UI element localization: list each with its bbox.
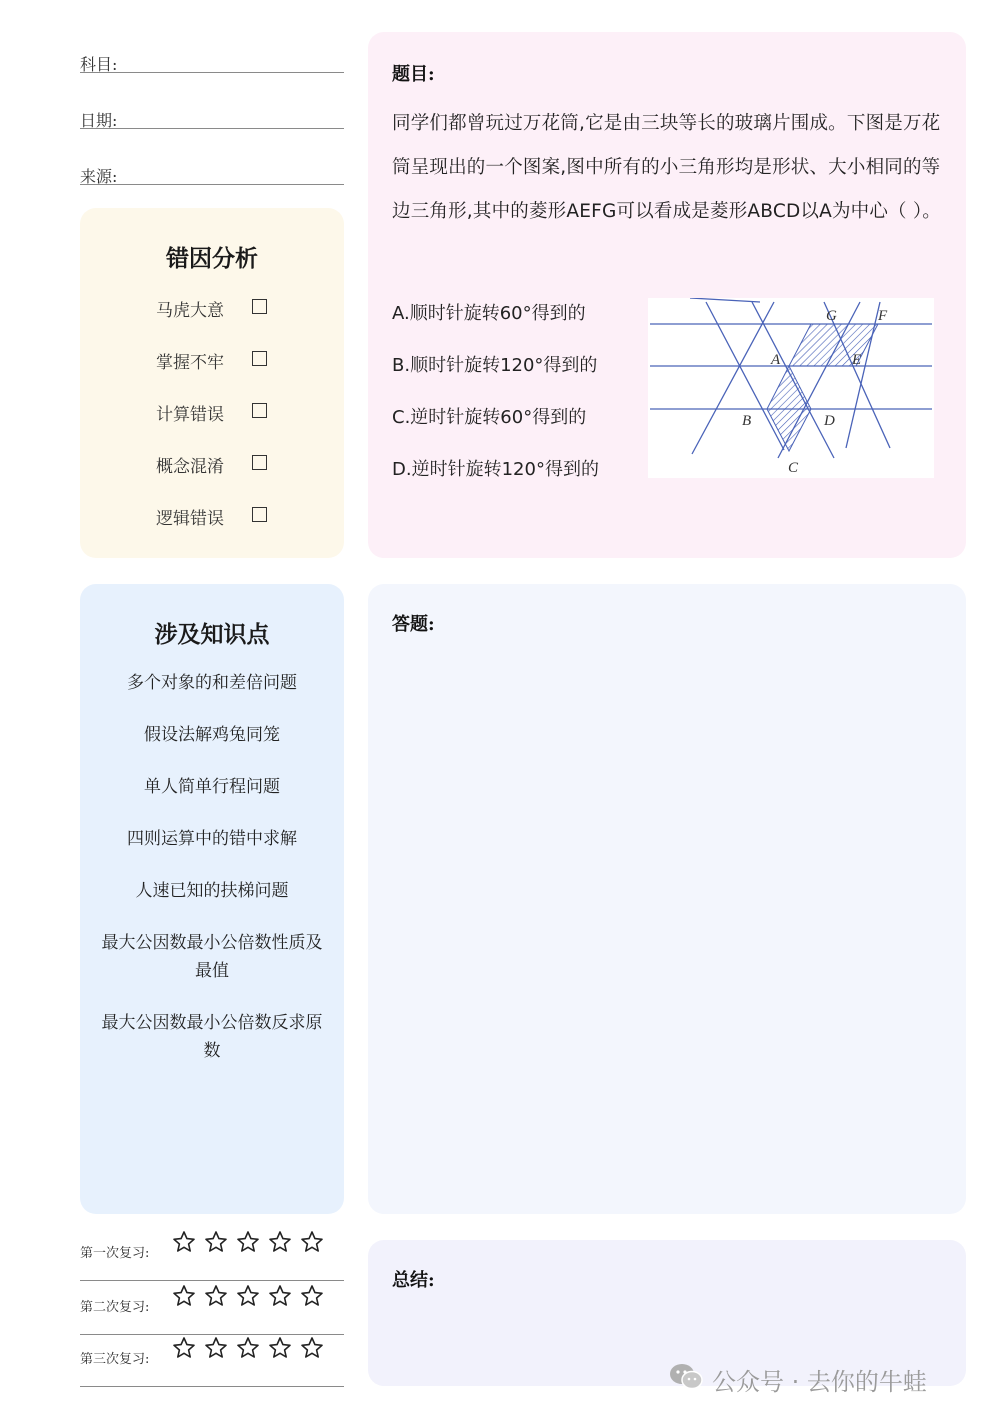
star-icon[interactable] [172,1284,196,1308]
cause-item [80,293,344,323]
option-a: A.顺时针旋转60°得到的 [392,303,586,324]
knowledge-item: 四则运算中的错中求解 [127,829,297,849]
star-icon[interactable] [268,1336,292,1360]
cause-item [80,449,344,479]
cause-item [80,345,344,375]
star-icon[interactable] [172,1336,196,1360]
star-icon[interactable] [268,1284,292,1308]
review-row-1 [80,1228,344,1281]
cause-checkbox[interactable] [252,351,267,366]
star-icon[interactable] [172,1230,196,1254]
knowledge-panel [80,584,344,1214]
wechat-icon [668,1362,704,1392]
option-d: D.逆时针旋转120°得到的 [392,459,599,480]
answer-label: 答题: [392,614,435,635]
star-icon[interactable] [204,1336,228,1360]
knowledge-item: 假设法解鸡兔同笼 [144,725,280,745]
subject-label: 科目: [80,55,118,74]
cause-label: 逻辑错误 [156,509,224,529]
star-icon[interactable] [204,1230,228,1254]
knowledge-item: 人速已知的扶梯问题 [135,881,289,901]
option-b: B.顺时针旋转120°得到的 [392,355,598,376]
review-label: 第三次复习: [80,1352,150,1367]
point-label-g: G [826,308,837,324]
review-label: 第二次复习: [80,1300,150,1315]
point-label-b: B [742,413,752,429]
star-icon[interactable] [268,1230,292,1254]
cause-checkbox[interactable] [252,299,267,314]
cause-label: 概念混淆 [156,457,224,477]
cause-item [80,397,344,427]
point-label-c: C [788,460,799,476]
star-icon[interactable] [204,1284,228,1308]
source-field[interactable] [80,128,344,185]
star-icon[interactable] [236,1336,260,1360]
point-label-d: D [824,413,835,429]
watermark-text: 公众号 · 去你的牛蛙 [712,1368,927,1396]
star-icon[interactable] [236,1230,260,1254]
star-rating[interactable] [172,1336,332,1364]
cause-checkbox[interactable] [252,507,267,522]
summary-label: 总结: [392,1270,435,1291]
knowledge-item: 多个对象的和差倍问题 [127,673,297,693]
kaleidoscope-figure [648,298,934,478]
star-rating[interactable] [172,1284,332,1312]
review-label: 第一次复习: [80,1246,150,1261]
date-field[interactable] [80,72,344,129]
source-label: 来源: [80,167,118,186]
star-rating[interactable] [172,1230,332,1258]
review-row-2 [80,1282,344,1335]
knowledge-title: 涉及知识点 [154,621,270,648]
answer-panel[interactable] [368,584,966,1214]
star-icon[interactable] [300,1336,324,1360]
point-label-e: E [852,352,862,368]
knowledge-item: 单人简单行程问题 [144,777,280,797]
knowledge-item: 最大公因数最小公倍数反求原数 [101,1013,323,1061]
review-row-3 [80,1334,344,1387]
cause-item [80,501,344,531]
error-analysis-title: 错因分析 [166,245,258,272]
date-label: 日期: [80,111,118,130]
star-icon[interactable] [300,1284,324,1308]
cause-checkbox[interactable] [252,455,267,470]
point-label-f: F [878,308,888,324]
option-c: C.逆时针旋转60°得到的 [392,407,587,428]
question-panel [368,32,966,558]
error-analysis-panel [80,208,344,558]
point-label-a: A [771,352,781,368]
knowledge-item: 最大公因数最小公倍数性质及最值 [101,933,323,981]
star-icon[interactable] [300,1230,324,1254]
cause-label: 掌握不牢 [156,353,224,373]
cause-label: 计算错误 [156,405,224,425]
star-icon[interactable] [236,1284,260,1308]
cause-label: 马虎大意 [156,301,224,321]
cause-checkbox[interactable] [252,403,267,418]
question-text: 同学们都曾玩过万花筒,它是由三块等长的玻璃片围成。下图是万花筒呈现出的一个图案,图中所有的小三角形均是形状、大小相同的等边三角形,其中的菱形AEFG可以看成是菱形ABCD以A为中心（ ）。 [392,113,941,222]
subject-field[interactable] [80,16,344,73]
question-label: 题目: [392,64,435,85]
